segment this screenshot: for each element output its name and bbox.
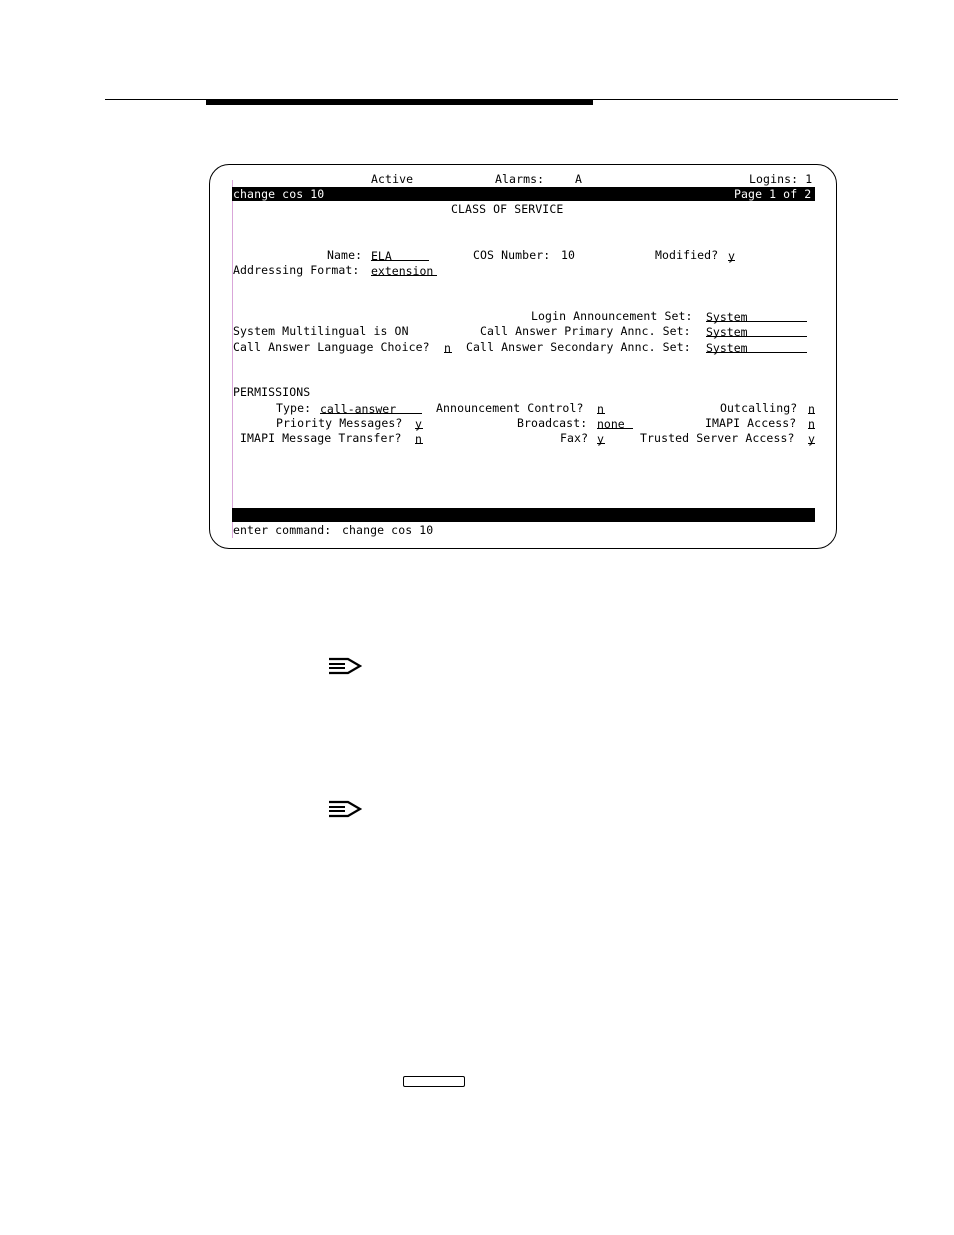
addressing-format-label: Addressing Format: xyxy=(233,263,360,277)
imapi-transfer-field[interactable]: n xyxy=(415,432,422,446)
modified-field[interactable]: y xyxy=(728,249,735,263)
header-rule-thick xyxy=(206,100,593,105)
alarms-label: Alarms: xyxy=(495,172,545,186)
addressing-format-field[interactable]: extension xyxy=(371,264,437,276)
login-annc-field[interactable]: System xyxy=(706,310,807,322)
outcalling-field[interactable]: n xyxy=(808,402,815,416)
note-arrow-icon xyxy=(328,800,362,818)
secondary-annc-field[interactable]: System xyxy=(706,341,807,353)
primary-annc-field[interactable]: System xyxy=(706,325,807,337)
imapi-access-label: IMAPI Access? xyxy=(705,416,797,430)
login-annc-label: Login Announcement Set: xyxy=(531,309,693,323)
secondary-annc-label: Call Answer Secondary Annc. Set: xyxy=(466,340,691,354)
outcalling-label: Outcalling? xyxy=(720,401,798,415)
cos-number-label: COS Number: xyxy=(473,248,551,262)
terminal-margin-line xyxy=(232,180,233,538)
page-indicator: Page 1 of 2 xyxy=(734,187,812,201)
name-field[interactable]: ELA xyxy=(371,249,429,261)
modified-label: Modified? xyxy=(655,248,719,262)
permissions-heading: PERMISSIONS xyxy=(233,385,311,399)
command-input[interactable]: change cos 10 xyxy=(342,523,434,537)
language-choice-field[interactable]: n xyxy=(444,341,451,355)
keyboard-key-icon xyxy=(403,1076,465,1087)
terminal-screen xyxy=(209,164,837,549)
fax-field[interactable]: y xyxy=(597,432,604,446)
fax-label: Fax? xyxy=(560,431,589,445)
command-prompt: enter command: xyxy=(233,523,332,537)
multilingual-status: System Multilingual is ON xyxy=(233,324,409,338)
name-label: Name: xyxy=(327,248,363,262)
note-arrow-icon xyxy=(328,657,362,675)
alarms-value: A xyxy=(575,172,583,186)
broadcast-field[interactable]: none xyxy=(597,417,633,429)
logins-count: Logins: 1 xyxy=(749,172,813,186)
primary-annc-label: Call Answer Primary Annc. Set: xyxy=(480,324,691,338)
imapi-transfer-label: IMAPI Message Transfer? xyxy=(240,431,402,445)
priority-messages-field[interactable]: y xyxy=(415,417,422,431)
trusted-server-label: Trusted Server Access? xyxy=(640,431,795,445)
language-choice-label: Call Answer Language Choice? xyxy=(233,340,430,354)
message-bar xyxy=(232,508,815,522)
broadcast-label: Broadcast: xyxy=(517,416,588,430)
trusted-server-field[interactable]: y xyxy=(808,432,815,446)
cos-number-value: 10 xyxy=(561,248,576,262)
annc-control-label: Announcement Control? xyxy=(436,401,584,415)
type-label: Type: xyxy=(276,401,312,415)
page-title: CLASS OF SERVICE xyxy=(451,202,564,216)
imapi-access-field[interactable]: n xyxy=(808,417,815,431)
priority-messages-label: Priority Messages? xyxy=(276,416,403,430)
status-active: Active xyxy=(371,172,414,186)
current-command: change cos 10 xyxy=(233,187,325,201)
type-field[interactable]: call-answer xyxy=(320,402,422,414)
command-title-bar xyxy=(232,187,815,201)
annc-control-field[interactable]: n xyxy=(597,402,604,416)
